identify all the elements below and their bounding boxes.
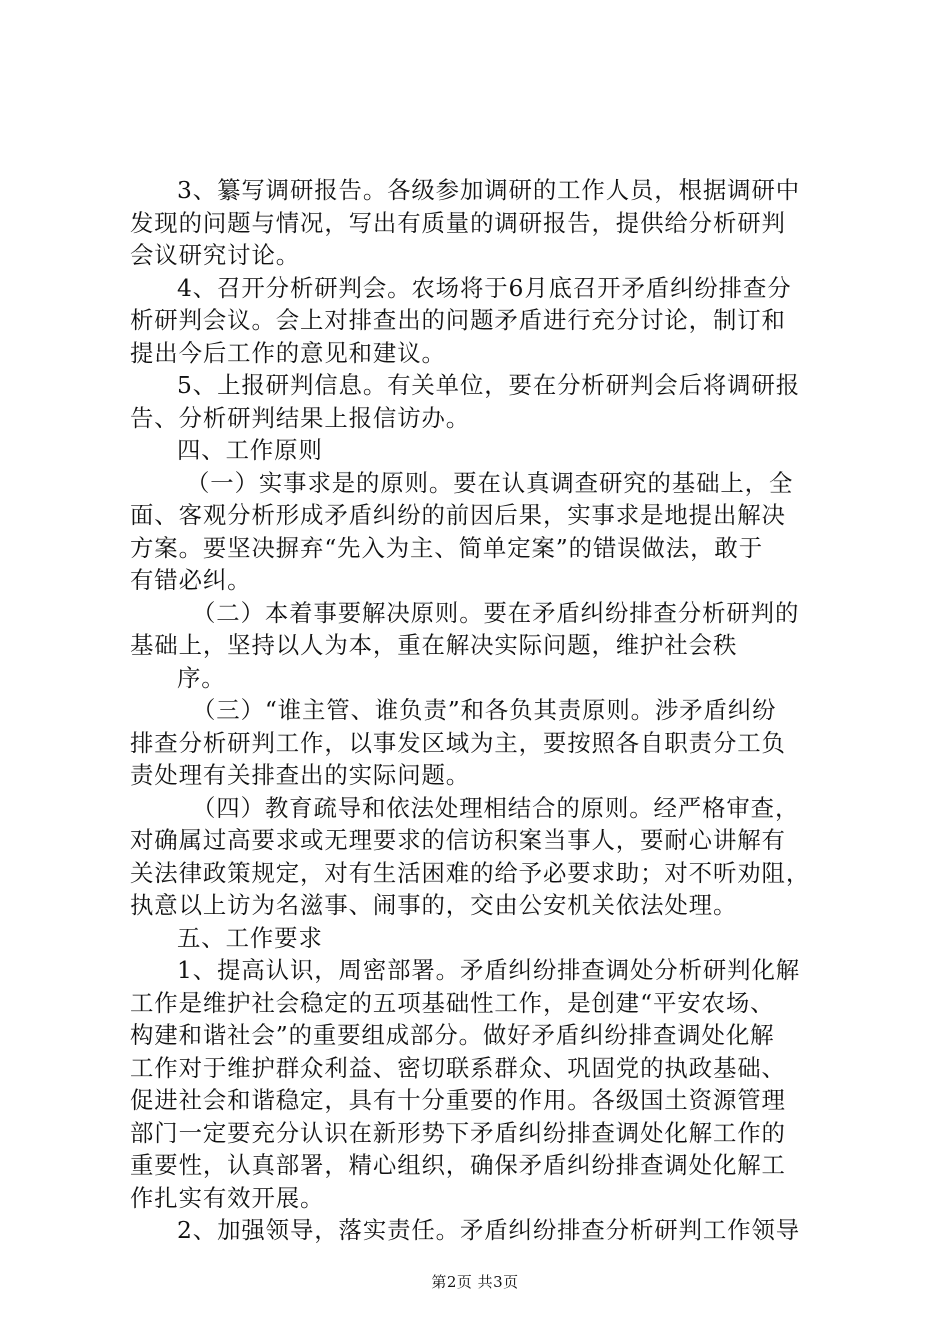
text-line: 2、加强领导，落实责任。矛盾纠纷排查分析研判工作领导 — [177, 1216, 801, 1244]
text-line: 提出今后工作的意见和建议。 — [130, 338, 446, 367]
text-line: 构建和谐社会”的重要组成部分。做好矛盾纠纷排查调处化解 — [130, 1021, 775, 1049]
text-line: 面、客观分析形成矛盾纠纷的前因后果，实事求是地提出解决 — [130, 501, 786, 529]
text-line: 析研判会议。会上对排查出的问题矛盾进行充分讨论，制订和 — [130, 306, 786, 334]
text-line: 告、分析研判结果上报信访办。 — [130, 403, 471, 432]
text-line: 促进社会和谐稳定，具有十分重要的作用。各级国土资源管理 — [130, 1086, 786, 1114]
text-line: 责处理有关排查出的实际问题。 — [130, 761, 471, 789]
text-line: 工作是维护社会稳定的五项基础性工作，是创建“平安农场、 — [130, 988, 775, 1017]
text-line: 排查分析研判工作，以事发区域为主，要按照各自职责分工负 — [130, 728, 786, 757]
text-line: 作扎实有效开展。 — [130, 1183, 325, 1212]
text-line: 重要性，认真部署，精心组织，确保矛盾纠纷排查调处化解工 — [130, 1151, 786, 1179]
text-line: 4、召开分析研判会。农场将于6月底召开矛盾纠纷排查分 — [177, 273, 792, 302]
text-line: 有错必纠。 — [130, 566, 252, 594]
text-line: （一）实事求是的原则。要在认真调查研究的基础上，全 — [186, 468, 794, 497]
text-line: （二）本着事要解决原则。要在矛盾纠纷排查分析研判的 — [192, 598, 800, 627]
document-body — [130, 174, 830, 1247]
text-line: 3、纂写调研报告。各级参加调研的工作人员，根据调研中 — [177, 176, 801, 204]
text-line: 执意以上访为名滋事、闹事的，交由公安机关依法处理。 — [130, 891, 738, 919]
text-line: 对确属过高要求或无理要求的信访积案当事人，要耐心讲解有 — [130, 826, 786, 854]
page-number-footer: 第2页 共3页 — [431, 1273, 519, 1291]
section-heading: 五、工作要求 — [177, 923, 323, 952]
section-heading: 四、工作原则 — [177, 436, 323, 464]
text-line: 1、提高认识，周密部署。矛盾纠纷排查调处分析研判化解 — [177, 956, 801, 984]
text-line: （三）“谁主管、谁负责”和各负其责原则。涉矛盾纠纷 — [192, 696, 777, 724]
text-line: 基础上，坚持以人为本，重在解决实际问题，维护社会秩 — [130, 631, 738, 659]
text-line: 关法律政策规定，对有生活困难的给予必要求助；对不听劝阻， — [130, 858, 811, 887]
text-line: 序。 — [177, 663, 226, 692]
text-line: 5、上报研判信息。有关单位，要在分析研判会后将调研报 — [177, 371, 801, 399]
text-line: 部门一定要充分认识在新形势下矛盾纠纷排查调处化解工作的 — [130, 1118, 786, 1147]
text-line: 方案。要坚决摒弃“先入为主、简单定案”的错误做法，敢于 — [130, 533, 763, 562]
text-line: 发现的问题与情况，写出有质量的调研报告，提供给分析研判 — [130, 208, 786, 237]
text-line: 工作对于维护群众利益、密切联系群众、巩固党的执政基础、 — [130, 1053, 786, 1082]
text-line: 会议研究讨论。 — [130, 241, 301, 269]
text-line: （四）教育疏导和依法处理相结合的原则。经严格审查， — [192, 793, 800, 822]
